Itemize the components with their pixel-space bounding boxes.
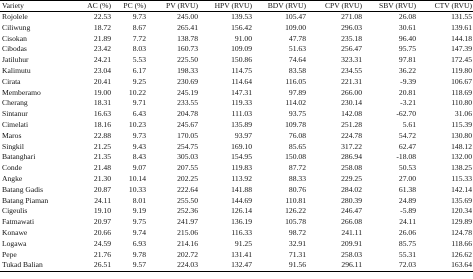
cell-cpv: 280.39 [341,195,362,205]
cell-pv: 222.64 [177,184,198,194]
cell-cpv: 241.11 [341,227,362,237]
header-pc: PC (%) [112,1,147,12]
table-row [0,163,473,174]
cell-variety: Cherang [2,98,28,108]
cell-cpv: 230.14 [341,98,362,108]
table-row [0,55,473,66]
cell-cpv: 296.03 [341,22,362,32]
cell-sbv: -3.21 [400,98,416,108]
header-ctv: CTV (RVU) [417,1,473,12]
cell-sbv: 72.03 [363,260,417,271]
cell-cpv: 286.94 [341,152,362,162]
cell-bdv: 76.08 [288,130,306,140]
cell-bdv: 97.89 [288,87,306,97]
cell-pv: 245.19 [177,87,198,97]
cell-hpv: 150.86 [231,55,252,65]
cell-pv: 160.73 [177,44,198,54]
cell-pc: 6.43 [132,109,146,119]
cell-pv: 204.78 [177,109,198,119]
cell-pc: 10.14 [128,173,146,183]
table-row [0,131,473,142]
cell-hpv: 131.41 [231,249,252,259]
cell-ac: 18.72 [93,22,111,32]
cell-sbv: -9.39 [400,76,416,86]
cell-ac: 23.42 [93,44,111,54]
cell-pv: 202.72 [177,249,198,259]
cell-sbv: 96.40 [398,33,416,43]
cell-ctv: 163.64 [417,260,473,271]
cell-hpv: 116.33 [231,227,252,237]
cell-bdv: 110.81 [285,195,306,205]
cell-ctv: 138.25 [451,163,472,173]
cell-pv: 265.41 [177,22,198,32]
cell-bdv: 51.63 [288,44,306,54]
cell-ctv: 119.80 [451,65,472,75]
cell-cpv: 209.91 [341,238,362,248]
cell-bdv: 114.02 [285,98,306,108]
cell-ac: 20.97 [93,217,111,227]
cell-pv: 215.06 [177,227,198,237]
cell-cpv: 258.08 [341,163,362,173]
cell-variety: Kalimutu [2,65,31,75]
cell-sbv: -62.70 [396,109,416,119]
cell-bdv: 109.78 [285,119,306,129]
cell-bdv: 91.56 [253,260,307,271]
cell-ac: 24.11 [94,195,111,205]
cell-ac: 24.21 [93,55,111,65]
cell-cpv: 142.08 [341,109,362,119]
cell-hpv: 147.31 [231,87,252,97]
cell-sbv: 97.81 [398,55,416,65]
cell-pc: 9.25 [132,76,146,86]
cell-ctv: 115.39 [451,119,472,129]
table-row [0,152,473,163]
cell-hpv: 119.33 [231,98,252,108]
cell-sbv: 62.47 [398,141,416,151]
cell-ctv: 144.18 [451,33,472,43]
header-ac: AC (%) [78,1,112,12]
cell-sbv: 5.61 [402,119,416,129]
cell-cpv: 271.08 [341,12,362,21]
cell-variety: Cimelati [2,119,29,129]
cell-pc: 6.93 [132,238,146,248]
cell-ctv: 31.06 [454,109,472,119]
cell-pv: 198.33 [177,65,198,75]
cell-sbv: 30.61 [398,22,416,32]
cell-sbv: 85.75 [398,238,416,248]
cell-ac: 21.30 [93,173,111,183]
cell-pc: 9.71 [132,98,146,108]
cell-pc: 6.17 [132,65,146,75]
cell-bdv: 74.64 [288,55,306,65]
cell-hpv: 91.25 [234,238,252,248]
header-sbv: SBV (RVU) [363,1,417,12]
header-row [0,1,473,12]
cell-ctv: 120.34 [451,206,472,216]
cell-ctv: 172.45 [451,55,472,65]
cell-ctv: 135.69 [451,195,472,205]
cell-pc: 7.72 [132,33,146,43]
cell-pv: 202.25 [177,173,198,183]
cell-pv: 252.36 [177,206,198,216]
cell-pc: 10.33 [128,184,146,194]
cell-ctv: 118.69 [451,87,472,97]
cell-bdv: 93.75 [288,109,306,119]
cell-sbv: 24.89 [398,195,416,205]
cell-pv: 225.50 [177,55,198,65]
cell-hpv: 132.47 [199,260,253,271]
cell-sbv: 26.06 [398,227,416,237]
cell-variety: Logawa [2,238,27,248]
cell-pv: 224.03 [147,260,199,271]
table-header [0,1,473,12]
cell-variety: Cigeulis [2,206,28,216]
cell-variety: Ciliwung [2,22,31,32]
cell-bdv: 88.33 [288,173,306,183]
cell-ac: 23.04 [93,65,111,75]
table-row [0,260,473,271]
cell-ac: 20.41 [93,76,111,86]
table-row [0,23,473,34]
cell-pc: 5.53 [132,55,146,65]
cell-variety: Cisokan [2,33,27,43]
cell-cpv: 229.25 [341,173,362,183]
table-row [0,250,473,261]
cell-variety: Konawe [2,227,28,237]
cell-bdv: 47.78 [288,33,306,43]
cell-ctv: 124.78 [451,227,472,237]
cell-ac: 20.87 [93,184,111,194]
cell-sbv: 27.00 [398,173,416,183]
cell-variety: Singkil [2,141,24,151]
cell-hpv: 139.53 [231,12,252,21]
cell-ac: 22.88 [93,130,111,140]
cell-variety: Cibodas [2,44,27,54]
cell-bdv: 116.05 [285,76,306,86]
cell-ac: 21.89 [93,33,111,43]
cell-ctv: 148.12 [451,141,472,151]
cell-variety: Angke [2,173,23,183]
cell-variety: Maros [2,130,22,140]
cell-variety: Fatmawati [2,217,35,227]
cell-ac: 26.51 [78,260,112,271]
table-row [0,66,473,77]
cell-hpv: 109.09 [231,44,252,54]
cell-pc: 9.07 [132,163,146,173]
table-row [0,239,473,250]
cell-bdv: 83.58 [288,65,306,75]
header-cpv: CPV (RVU) [307,1,363,12]
cell-sbv: 61.38 [398,184,416,194]
cell-hpv: 135.89 [231,119,252,129]
cell-pv: 241.97 [177,217,198,227]
cell-ac: 22.53 [93,12,111,21]
cell-ctv: 118.66 [451,238,472,248]
header-variety: Variety [0,1,78,12]
cell-pv: 245.67 [177,119,198,129]
cell-sbv: 55.31 [398,249,416,259]
cell-hpv: 144.69 [231,195,252,205]
cell-ac: 18.16 [93,119,111,129]
cell-pc: 8.67 [132,22,146,32]
cell-cpv: 256.47 [341,44,362,54]
cell-sbv: 95.75 [398,44,416,54]
cell-ac: 19.10 [93,206,111,216]
cell-bdv: 32.91 [288,238,306,248]
cell-ctv: 139.61 [451,22,472,32]
cell-pc: 8.01 [132,195,146,205]
cell-hpv: 113.92 [231,173,252,183]
cell-pc: 9.43 [132,141,146,151]
cell-cpv: 234.55 [341,65,362,75]
cell-ctv: 130.80 [451,130,472,140]
cell-hpv: 156.42 [231,22,252,32]
cell-pv: 207.55 [177,163,198,173]
cell-pc: 9.19 [132,206,146,216]
cell-sbv: -18.08 [396,152,416,162]
cell-pc: 9.57 [112,260,147,271]
header-hpv: HPV (RVU) [199,1,253,12]
cell-pc: 9.74 [132,227,146,237]
cell-ctv: 131.55 [451,12,472,21]
cell-variety: Sintanur [2,109,28,119]
cell-ctv: 106.67 [451,76,472,86]
table-body [0,12,473,272]
cell-hpv: 91.00 [234,33,252,43]
cell-cpv: 317.22 [341,141,362,151]
cell-bdv: 87.72 [288,163,306,173]
cell-pv: 170.05 [177,130,198,140]
header-pv: PV (RVU) [147,1,199,12]
cell-ac: 16.63 [93,109,111,119]
cell-hpv: 114.64 [231,76,252,86]
cell-sbv: 24.11 [399,217,416,227]
cell-variety: Conde [2,163,22,173]
cell-hpv: 119.83 [231,163,252,173]
cell-pc: 9.73 [132,12,146,21]
cell-variety: Batanghari [2,152,36,162]
cell-ctv: 126.62 [451,249,472,259]
cell-variety: Batang Piaman [2,195,49,205]
cell-cpv: 246.47 [341,206,362,216]
cell-sbv: 36.22 [398,65,416,75]
table-row [0,44,473,55]
cell-pv: 254.75 [177,141,198,151]
cell-ac: 21.76 [93,249,111,259]
cell-ctv: 147.39 [451,44,472,54]
cell-cpv: 323.31 [341,55,362,65]
cell-ac: 21.25 [93,141,111,151]
cell-sbv: 20.81 [398,87,416,97]
cell-bdv: 109.00 [285,22,306,32]
cell-hpv: 169.10 [231,141,252,151]
cell-ctv: 142.14 [451,184,472,194]
cell-hpv: 93.97 [234,130,252,140]
cell-bdv: 98.72 [288,227,306,237]
cell-sbv: 50.53 [398,163,416,173]
cell-cpv: 296.11 [307,260,363,271]
cell-ctv: 129.89 [451,217,472,227]
table-row [0,206,473,217]
table-row [0,98,473,109]
cell-bdv: 126.22 [285,206,306,216]
cell-variety: Tukad Balian [0,260,78,271]
cell-hpv: 114.75 [231,65,252,75]
cell-pc: 9.78 [132,249,146,259]
table-row [0,120,473,131]
cell-pv: 230.69 [177,76,198,86]
cell-pv: 305.03 [177,152,198,162]
cell-pc: 9.73 [132,130,146,140]
cell-ac: 20.66 [93,227,111,237]
cell-ac: 18.31 [93,98,111,108]
cell-pc: 8.03 [132,44,146,54]
cell-sbv: 26.08 [398,12,416,21]
cell-hpv: 126.14 [231,206,252,216]
cell-cpv: 284.02 [341,184,362,194]
cell-variety: Jatiluhur [2,55,29,65]
cell-pv: 245.00 [177,12,198,21]
cell-pv: 233.55 [177,98,198,108]
cell-variety: Cirata [2,76,21,86]
cell-pv: 138.78 [177,33,198,43]
header-bdv: BDV (RVU) [253,1,307,12]
cell-variety: Rojolele [2,12,28,21]
cell-pv: 214.16 [177,238,198,248]
cell-cpv: 224.78 [341,130,362,140]
cell-cpv: 235.18 [341,33,362,43]
cell-variety: Memberamo [2,87,41,97]
cell-ctv: 115.33 [451,173,472,183]
cell-ctv: 110.80 [451,98,472,108]
table-row [0,174,473,185]
table-row [0,77,473,88]
cell-sbv: -5.89 [400,206,416,216]
cell-cpv: 221.31 [341,76,362,86]
cell-sbv: 54.72 [398,130,416,140]
cell-ctv: 132.00 [451,152,472,162]
cell-variety: Batang Gadis [2,184,44,194]
table-row [0,34,473,45]
table-row [0,228,473,239]
cell-bdv: 150.08 [285,152,306,162]
cell-ac: 21.35 [93,152,111,162]
table-row [0,12,473,23]
cell-cpv: 266.00 [341,87,362,97]
table-row [0,109,473,120]
cell-pc: 8.43 [132,152,146,162]
cell-ac: 21.48 [93,163,111,173]
table-row [0,88,473,99]
cell-variety: Pepe [2,249,17,259]
cell-bdv: 105.47 [285,12,306,21]
cell-pv: 255.50 [177,195,198,205]
cell-hpv: 136.19 [231,217,252,227]
cell-pc: 10.22 [128,87,146,97]
cell-cpv: 266.08 [341,217,362,227]
table-row [0,142,473,153]
cell-bdv: 71.31 [288,249,306,259]
cell-ac: 24.59 [93,238,111,248]
cell-bdv: 105.78 [285,217,306,227]
cell-bdv: 85.65 [288,141,306,151]
cell-pc: 9.75 [132,217,146,227]
cell-ac: 19.00 [93,87,111,97]
cell-pc: 10.23 [128,119,146,129]
cell-hpv: 154.95 [231,152,252,162]
cell-bdv: 80.76 [288,184,306,194]
cell-cpv: 251.28 [341,119,362,129]
table-row [0,217,473,228]
table-row [0,196,473,207]
cell-hpv: 141.88 [231,184,252,194]
cell-hpv: 111.03 [231,109,252,119]
cell-cpv: 258.03 [341,249,362,259]
table-row [0,185,473,196]
